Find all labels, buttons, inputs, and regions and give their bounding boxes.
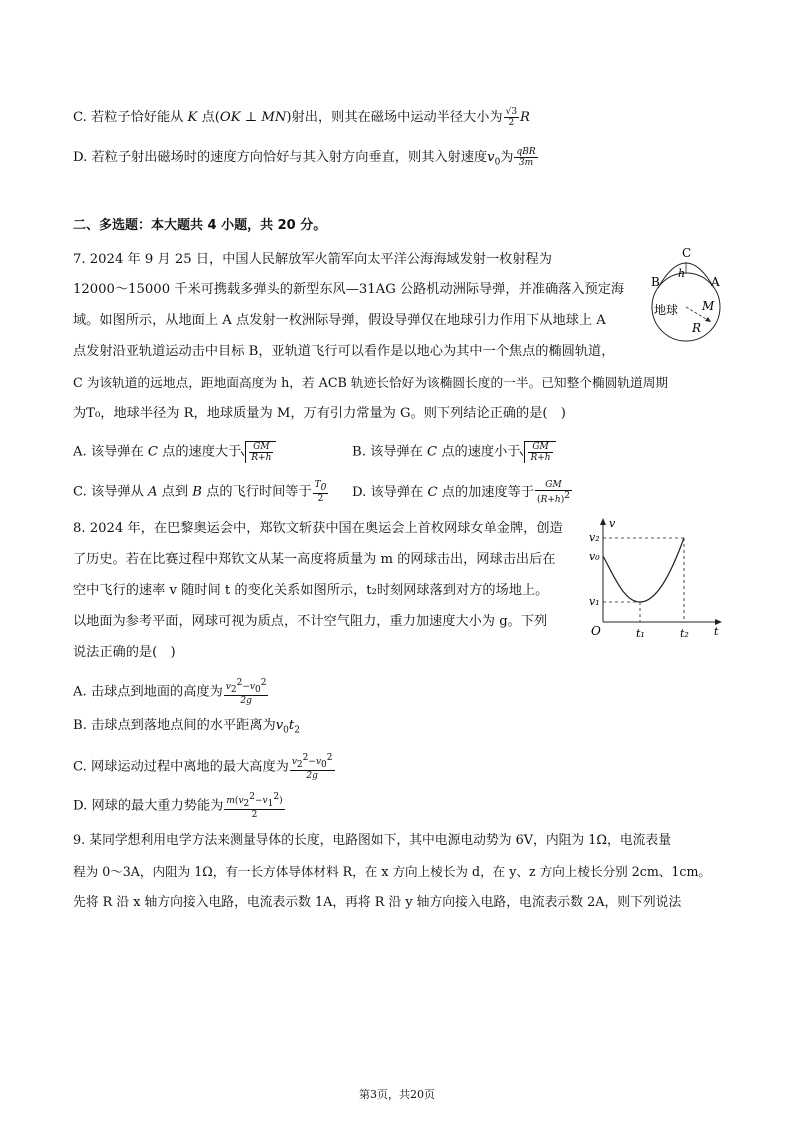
page-number-footer: 第3页，共20页 bbox=[359, 1088, 435, 1101]
q8-option-c: C. 网球运动过程中离地的最大高度为 $\frac{v_2^2-v_0^2}{2g}$ bbox=[73, 753, 333, 781]
q7-option-c: C. 该导弹从 A 点到 B 点的飞行时间等于 $\frac{T_0}{2}$ bbox=[73, 480, 327, 504]
q8-line-5: 说法正确的是( ) bbox=[73, 645, 176, 660]
origin-label: O bbox=[591, 624, 601, 638]
q9-line-1: 9. 某同学想利用电学方法来测量导体的长度，电路图如下，其中电源电动势为 6V，内阻为 1Ω，电流表量 bbox=[73, 833, 672, 848]
q7-option-b: B. 该导弹在 C 点的速度小于 $\frac{GM}{R+h}$ bbox=[352, 441, 556, 463]
q8-line-1: 8. 2024 年，在巴黎奥运会中，郑钦文斩获中国在奥运会上首枚网球女单金牌，创造 bbox=[73, 521, 563, 536]
q8-velocity-time-graph bbox=[586, 516, 726, 644]
q7-line-6: 为T₀，地球半径为 R，地球质量为 M，万有引力常量为 G。则下列结论正确的是( ) bbox=[73, 406, 566, 421]
q7-line-2: 12000～15000 千米可携载多弹头的新型东风—31AG 公路机动洲际导弹，并准确落入预定海 bbox=[73, 282, 625, 297]
q8-option-d: D. 网球的最大重力势能为 $\frac{m(v_2^2-v_1^2)}{2}$ bbox=[73, 792, 283, 820]
q8-line-2: 了历史。若在比赛过程中郑钦文从某一高度将质量为 m 的网球击出，网球击出后在 bbox=[73, 552, 556, 567]
point-a-label: A bbox=[711, 275, 720, 289]
height-h-label: h bbox=[678, 267, 686, 280]
q9-line-3: 先将 R 沿 x 轴方向接入电路，电流表示数 1A，再将 R 沿 y 轴方向接入电路，电流表示数 2A，则下列说法 bbox=[73, 895, 682, 910]
point-c-label: C bbox=[682, 246, 692, 260]
radius-r-label: R bbox=[692, 321, 702, 335]
q8-line-4: 以地面为参考平面，网球可视为质点，不计空气阻力，重力加速度大小为 g。下列 bbox=[73, 614, 548, 629]
earth-label: 地球 bbox=[654, 303, 679, 317]
q9-line-2: 程为 0～3A，内阻为 1Ω，有一长方体导体材料 R，在 x 方向上棱长为 d，在 y、z 方向上棱长分别 2cm、1cm。 bbox=[73, 864, 711, 879]
t-axis-label: t bbox=[714, 625, 719, 638]
section-title: 二、多选题：本大题共 4 小题，共 20 分。 bbox=[73, 218, 327, 233]
q7-line-5: C 为该轨道的远地点，距地面高度为 h，若 ACB 轨迹长恰好为该椭圆长度的一半。已知整个椭圆轨道周期 bbox=[73, 375, 669, 390]
q6-option-c: C. 若粒子恰好能从 K 点(OK ⊥ MN)射出，则其在磁场中运动半径大小为 $\frac{√3}{2}$ R bbox=[73, 107, 530, 128]
v2-label: v₂ bbox=[589, 531, 600, 544]
v1-label: v₁ bbox=[589, 595, 600, 608]
q8-line-3: 空中飞行的速率 v 随时间 t 的变化关系如图所示，t₂时刻网球落到对方的场地上。 bbox=[73, 583, 549, 598]
q7-line-3: 域。如图所示，从地面上 A 点发射一枚洲际导弹，假设导弹仅在地球引力作用下从地球上 A bbox=[73, 313, 606, 328]
q7-option-a: A. 该导弹在 C 点的速度大于 $\frac{GM}{R+h}$ bbox=[73, 441, 276, 463]
q7-option-d: D. 该导弹在 C 点的加速度等于 $\frac{GM}{(R+h)^2}$ bbox=[352, 480, 570, 505]
t2-label: t₂ bbox=[680, 627, 689, 640]
q8-option-a: A. 击球点到地面的高度为 $\frac{v_2^2-v_0^2}{2g}$ bbox=[73, 678, 267, 706]
mass-m-label: M bbox=[702, 299, 715, 313]
q7-line-1: 7. 2024 年 9 月 25 日，中国人民解放军火箭军向太平洋公海海域发射一枚射程为 bbox=[73, 252, 552, 267]
q8-option-b: B. 击球点到落地点间的水平距离为$v_0t_2$ bbox=[73, 718, 300, 736]
point-b-label: B bbox=[651, 275, 660, 289]
t1-label: t₁ bbox=[636, 627, 645, 640]
q7-line-4: 点发射沿亚轨道运动击中目标 B，亚轨道飞行可以看作是以地心为其中一个焦点的椭圆轨道， bbox=[73, 344, 615, 359]
v0-label: v₀ bbox=[589, 550, 600, 563]
v-axis-label: v bbox=[609, 517, 616, 530]
q6-option-d: D. 若粒子射出磁场时的速度方向恰好与其入射方向垂直，则其入射速度$v_0$为 $\frac{\text{qBR}}{3m}$ bbox=[73, 147, 536, 168]
q7-earth-orbit-figure bbox=[648, 244, 728, 344]
